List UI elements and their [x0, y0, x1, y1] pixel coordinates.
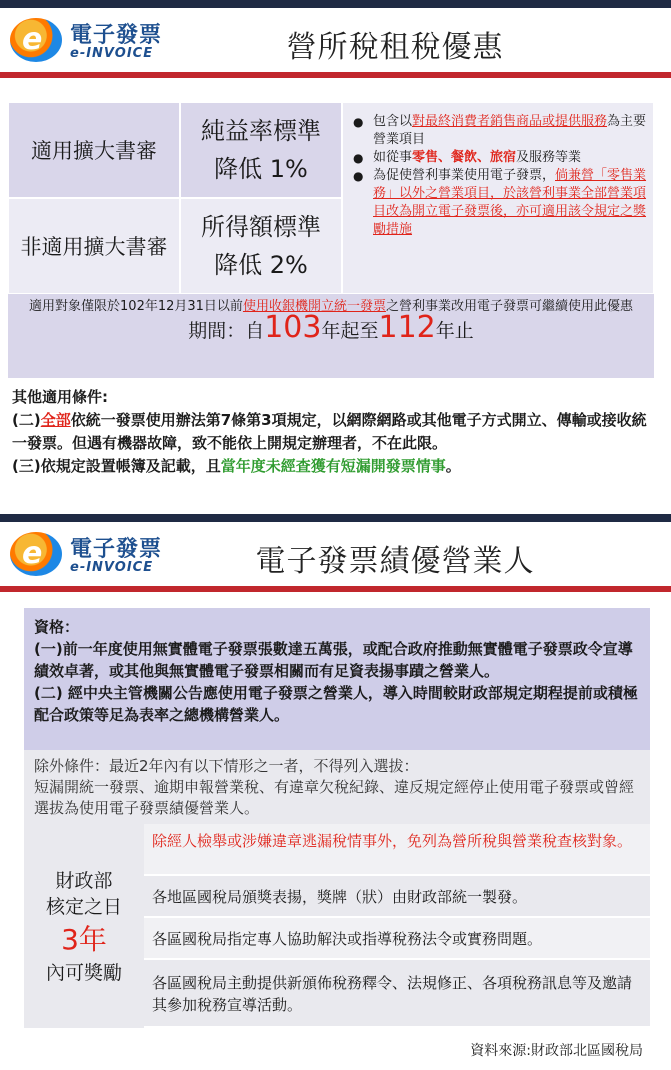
page-title: 營所稅租稅優惠: [286, 30, 504, 65]
award-item: 各區國稅局主動提供新頒佈稅務釋令、法規修正、各項稅務訊息等及邀請其參加稅務宣導活動。: [144, 960, 650, 1028]
einvoice-logo: e 電子發票 e-INVOICE: [10, 16, 170, 64]
slide-header: [0, 8, 671, 74]
top-bar: [0, 0, 671, 8]
header-divider: [0, 72, 671, 78]
bullet-item: ● 為促使營利事業使用電子發票，倘兼營「零售業務」以外之營業項目，於該營利事業全部營業項目改為開立電子發票後，亦可適用該令規定之獎勵措施: [351, 167, 647, 239]
slide-header: [0, 522, 671, 588]
page-title: 電子發票績優營業人: [255, 544, 535, 579]
header-divider: [0, 586, 671, 592]
eligibility-bullets: [342, 102, 654, 294]
award-item: 除經人檢舉或涉嫌違章逃漏稅情事外，免列為營所稅與營業稅查核對象。: [144, 824, 650, 876]
einvoice-logo-icon: e: [10, 18, 62, 62]
source-note: 資料來源:財政部北區國稅局: [470, 1043, 643, 1059]
award-period: 財政部 核定之日 3年 內可獎勵: [24, 824, 144, 1028]
bullet-item: ● 包含以對最終消費者銷售商品或提供服務為主要營業項目: [351, 113, 647, 149]
row-label-non-expanded-audit: 非適用擴大書審: [8, 198, 180, 294]
row-value-expanded-audit: 純益率標準 降低 1%: [180, 102, 342, 198]
einvoice-logo-icon: e: [10, 532, 62, 576]
slide-excellent-business: [0, 522, 671, 1070]
divider-bar: [0, 514, 671, 522]
qualifications: 資格： (一)前一年度使用無實體電子發票張數達五萬張，或配合政府推動無實體電子發票政令宣導績效卓著，或其他與無實體電子發票相關而有足資表揚事蹟之營業人。 (二) 經中央主管機關公告應使用電子發票之營業人，導入時間較財政部規定期程提前或積極配合政策等足為表率之總機構營業人。: [24, 608, 650, 750]
slide-tax-incentive: [0, 8, 671, 510]
bullet-item: ● 如從事零售、餐飲、旅宿及服務等業: [351, 149, 647, 167]
applicability-note: 適用對象僅限於102年12月31日以前使用收銀機開立統一發票之營利事業改用電子發票可繼續使用此優惠 期間：自103年起至112年止: [8, 294, 654, 378]
row-label-expanded-audit: 適用擴大書審: [8, 102, 180, 198]
einvoice-logo: e 電子發票 e-INVOICE: [10, 530, 170, 578]
other-conditions: 其他適用條件: (二)全部依統一發票使用辦法第7條第3項規定，以網際網路或其他電子方式開立、傳輸或接收統一發票。但遇有機器故障，致不能依上開規定辦理者，不在此限。 (三)依規定設置帳簿及記載，且當年度未經查獲有短漏開發票情事。: [12, 388, 647, 475]
exclusion-conditions: 除外條件：最近2年內有以下情形之一者，不得列入選拔： 短漏開統一發票、逾期申報營業稅、有違章欠稅紀錄、違反規定經停止使用電子發票或曾經選拔為使用電子發票績優營業人。: [24, 750, 650, 824]
award-item: 各區國稅局指定專人協助解決或指導稅務法令或實務問題。: [144, 918, 650, 960]
row-value-non-expanded-audit: 所得額標準 降低 2%: [180, 198, 342, 294]
period-text: 期間：自103年起至112年止: [188, 310, 474, 345]
award-item: 各地區國稅局頒獎表揚，獎牌（狀）由財政部統一製發。: [144, 876, 650, 918]
